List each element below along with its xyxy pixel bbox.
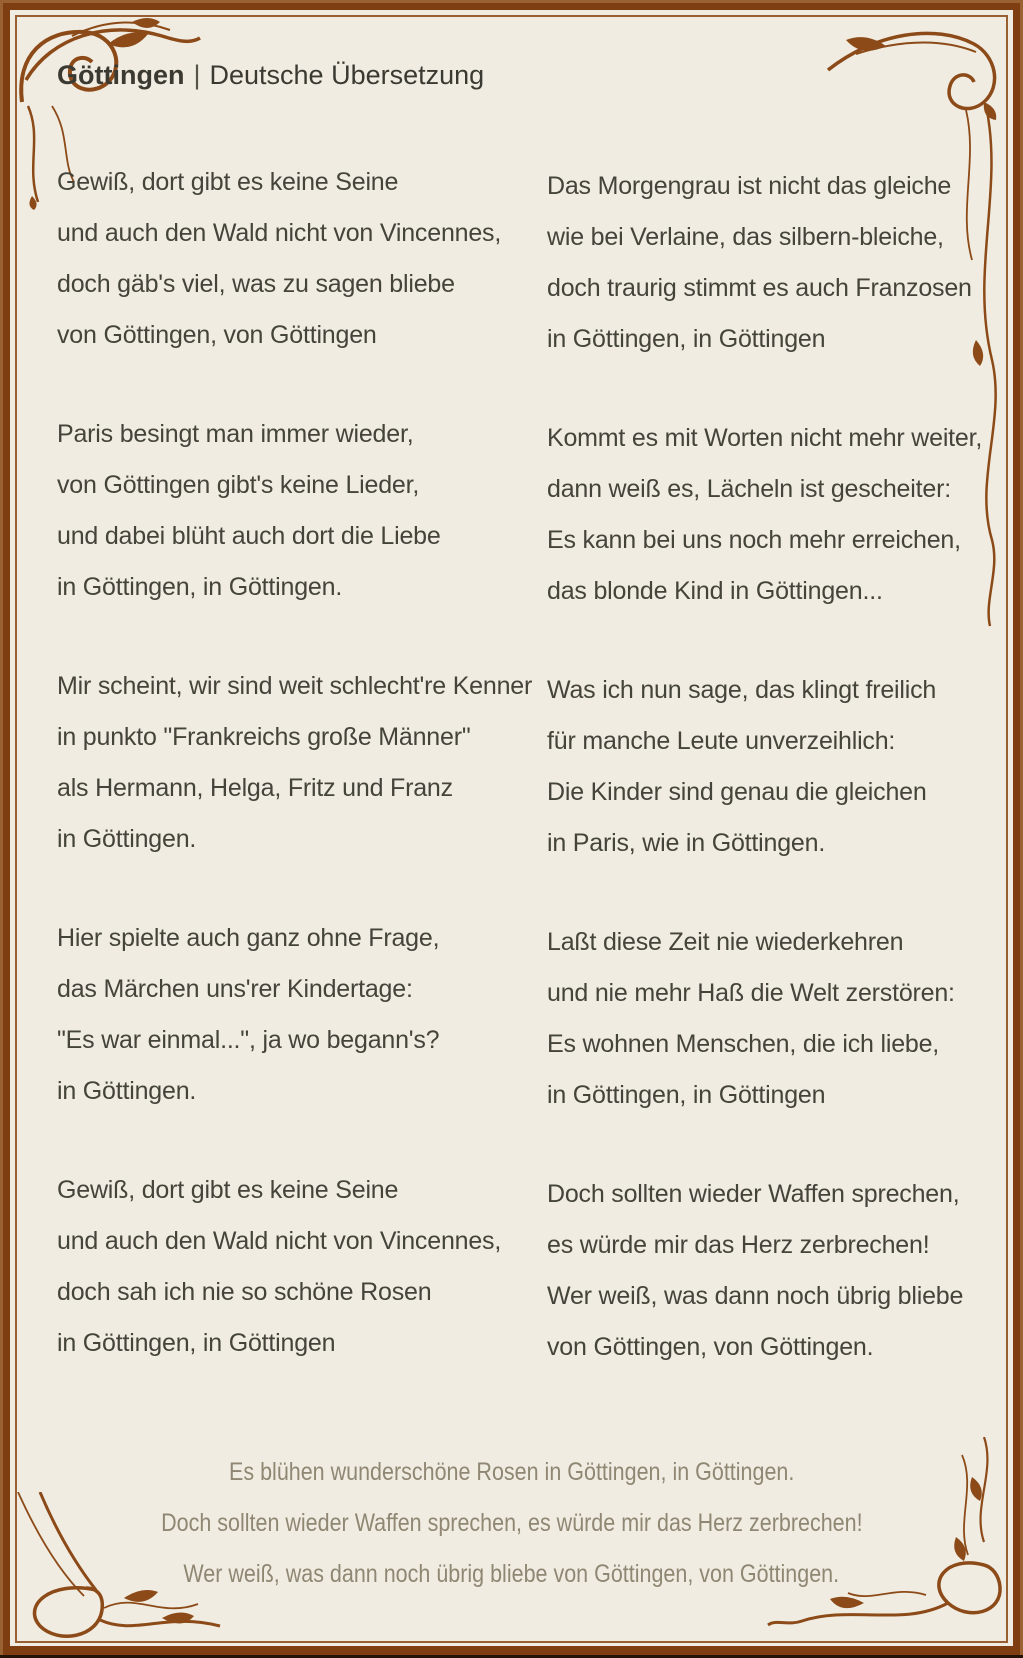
lyric-line: von Göttingen gibt's keine Lieder,: [57, 471, 420, 499]
lyric-line: Das Morgengrau ist nicht das gleiche: [547, 172, 952, 200]
lyric-line: Wer weiß, was dann noch übrig bliebe: [547, 1282, 964, 1310]
lyric-line: doch traurig stimmt es auch Franzosen: [547, 274, 972, 302]
lyric-line: für manche Leute unverzeihlich:: [547, 727, 896, 755]
lyric-line: in punkto "Frankreichs große Männer": [57, 723, 471, 751]
refrain-line: [25, 1549, 998, 1600]
stanza-right-4: [547, 917, 982, 1121]
refrain-line: [25, 1447, 998, 1498]
title-divider: |: [193, 60, 201, 90]
lyric-line: und nie mehr Haß die Welt zerstören:: [547, 979, 955, 1007]
stanza-left-2: [57, 409, 532, 613]
lyric-line: Gewiß, dort gibt es keine Seine: [57, 1176, 399, 1204]
lyric-line: und auch den Wald nicht von Vincennes,: [57, 219, 502, 247]
title-subtitle: Deutsche Übersetzung: [209, 60, 485, 90]
lyric-line: Es kann bei uns noch mehr erreichen,: [547, 526, 961, 554]
refrain-line-text: Wer weiß, was dann noch übrig bliebe von Göttingen, von Göttingen.: [183, 1560, 840, 1588]
stanza-right-1: [547, 161, 982, 365]
lyric-line: in Göttingen, in Göttingen: [547, 325, 826, 353]
lyric-line: es würde mir das Herz zerbrechen!: [547, 1231, 930, 1259]
lyrics-column-left: [57, 157, 532, 1417]
refrain-line-text: Doch sollten wieder Waffen sprechen, es würde mir das Herz zerbrechen!: [160, 1509, 863, 1537]
lyric-line: doch gäb's viel, was zu sagen bliebe: [57, 270, 455, 298]
stanza-right-3: [547, 665, 982, 869]
lyric-line: Kommt es mit Worten nicht mehr weiter,: [547, 424, 983, 452]
stanza-left-4: [57, 913, 532, 1117]
lyric-line: Paris besingt man immer wieder,: [57, 420, 414, 448]
page-title: [57, 60, 484, 91]
stanza-left-5: [57, 1165, 532, 1369]
lyric-line: in Paris, wie in Göttingen.: [547, 829, 826, 857]
lyric-line: Mir scheint, wir sind weit schlecht're Kenner: [57, 672, 533, 700]
lyrics-column-right: [547, 161, 982, 1421]
lyric-line: und auch den Wald nicht von Vincennes,: [57, 1227, 502, 1255]
stanza-left-3: [57, 661, 532, 865]
lyric-line: Die Kinder sind genau die gleichen: [547, 778, 927, 806]
lyric-line: das blonde Kind in Göttingen...: [547, 577, 883, 605]
lyric-line: Hier spielte auch ganz ohne Frage,: [57, 924, 440, 952]
lyric-line: wie bei Verlaine, das silbern-bleiche,: [547, 223, 944, 251]
lyric-line: in Göttingen.: [57, 1077, 197, 1105]
lyric-line: und dabei blüht auch dort die Liebe: [57, 522, 441, 550]
lyric-line: "Es war einmal...", ja wo begann's?: [57, 1026, 440, 1054]
stanza-right-5: [547, 1169, 982, 1373]
lyric-line: Was ich nun sage, das klingt freilich: [547, 676, 937, 704]
stanza-right-2: [547, 413, 982, 617]
title-song-name: Göttingen: [57, 60, 185, 90]
lyric-line: in Göttingen, in Göttingen: [547, 1081, 826, 1109]
lyric-line: das Märchen uns'rer Kindertage:: [57, 975, 413, 1003]
refrain-footer: [25, 1447, 998, 1600]
lyric-line: Es wohnen Menschen, die ich liebe,: [547, 1030, 940, 1058]
lyric-line: dann weiß es, Lächeln ist gescheiter:: [547, 475, 951, 503]
lyric-line: in Göttingen.: [57, 825, 197, 853]
lyric-line: als Hermann, Helga, Fritz und Franz: [57, 774, 453, 802]
lyric-line: von Göttingen, von Göttingen: [57, 321, 377, 349]
refrain-line: [25, 1498, 998, 1549]
lyric-line: Gewiß, dort gibt es keine Seine: [57, 168, 399, 196]
lyric-line: von Göttingen, von Göttingen.: [547, 1333, 874, 1361]
lyric-line: in Göttingen, in Göttingen: [57, 1329, 336, 1357]
lyric-line: in Göttingen, in Göttingen.: [57, 573, 343, 601]
lyric-line: Laßt diese Zeit nie wiederkehren: [547, 928, 904, 956]
lyric-line: doch sah ich nie so schöne Rosen: [57, 1278, 432, 1306]
lyric-line: Doch sollten wieder Waffen sprechen,: [547, 1180, 960, 1208]
refrain-line-text: Es blühen wunderschöne Rosen in Göttingen, in Göttingen.: [228, 1458, 795, 1486]
stanza-left-1: [57, 157, 532, 361]
